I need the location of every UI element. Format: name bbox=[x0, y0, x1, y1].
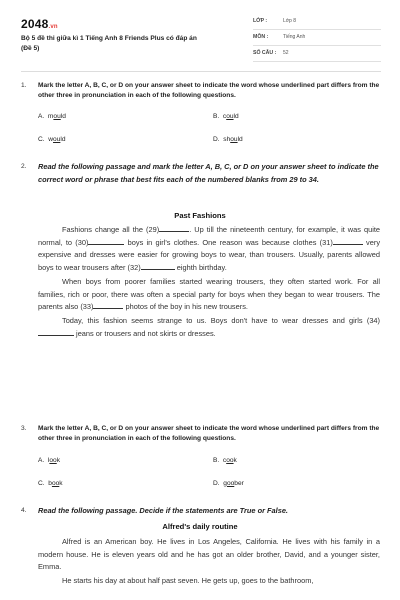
answer-option-c[interactable] bbox=[38, 136, 66, 145]
option-word-start: g bbox=[223, 480, 227, 487]
document-subtitle: (Đề 5) bbox=[21, 45, 40, 52]
meta-info bbox=[253, 14, 381, 62]
option-word-start: sh bbox=[223, 136, 231, 143]
answer-option-a[interactable] bbox=[38, 113, 66, 122]
option-letter: D. bbox=[213, 136, 220, 143]
option-word-end: ber bbox=[234, 480, 244, 487]
option-word-start: m bbox=[47, 113, 54, 120]
logo-text: 2048 bbox=[21, 17, 49, 31]
option-word-start: w bbox=[48, 136, 54, 143]
passage-text: Today, this fashion seems strange to us. Boys don't have to wear dresses and girls (34) bbox=[62, 316, 380, 326]
option-letter: A. bbox=[38, 457, 45, 464]
option-word-end: k bbox=[59, 480, 63, 487]
option-letter: C. bbox=[38, 480, 45, 487]
passage-paragraph: Alfred is an American boy. He lives in Los Angeles, California. He lives with his family in a modern house. He is eleven years old and he has got an older brother, David, and a younger sister, Emma. bbox=[38, 537, 380, 572]
option-underlined-part: ou bbox=[226, 113, 234, 120]
option-underlined-part: ou bbox=[53, 136, 61, 143]
meta-label: LỚP : bbox=[253, 17, 268, 24]
passage-text: Fashions change all the (29) bbox=[62, 225, 160, 234]
passage-paragraph bbox=[38, 276, 380, 314]
document-title: Bộ 5 đề thi giữa kì 1 Tiếng Anh 8 Friends Plus có đáp án bbox=[21, 35, 197, 42]
blank-30 bbox=[88, 239, 124, 245]
option-underlined-part: ou bbox=[230, 136, 238, 143]
option-word-start: b bbox=[48, 480, 52, 487]
question-number: 3. bbox=[21, 425, 27, 432]
question-number: 2. bbox=[21, 163, 27, 170]
answer-option-d[interactable] bbox=[213, 136, 243, 145]
passage-text: boys in girl's clothes. One reason was because clothes (31) bbox=[124, 237, 333, 247]
document-header bbox=[21, 14, 381, 72]
option-word-start: c bbox=[222, 113, 227, 120]
option-word-end: k bbox=[233, 457, 237, 464]
meta-row-class bbox=[253, 14, 381, 30]
question-instruction: Mark the letter A, B, C, or D on your answer sheet to indicate the word whose underlined part differs from the other three in pronunciation in each of the following questions. bbox=[38, 82, 380, 99]
blank-32 bbox=[141, 264, 175, 270]
passage-title: Alfred's daily routine bbox=[162, 522, 238, 531]
question-instruction: Read the following passage. Decide if the statements are True or False. bbox=[38, 506, 288, 515]
passage-text: eighth birthday. bbox=[174, 263, 227, 273]
blank-33 bbox=[93, 303, 123, 309]
passage-text: photos of the boy in his new trousers. bbox=[123, 302, 248, 312]
option-word-end: ld bbox=[60, 113, 66, 120]
option-underlined-part: oo bbox=[226, 480, 235, 487]
reading-passage bbox=[38, 224, 380, 342]
meta-label: SỐ CÂU : bbox=[253, 49, 277, 56]
meta-row-count bbox=[253, 46, 381, 62]
answer-option-b[interactable] bbox=[213, 457, 237, 466]
question-instruction: Read the following passage and mark the letter A, B, C, or D on your answer sheet to indicate the correct word or phrase that best fits each of the numbered blanks from 29 to 34. bbox=[38, 162, 379, 184]
question-number: 1. bbox=[21, 82, 27, 89]
blank-34 bbox=[38, 330, 74, 336]
passage-text: jeans or trousers and not skirts or dresses. bbox=[74, 328, 216, 338]
answer-option-b[interactable] bbox=[213, 113, 239, 122]
option-letter: D. bbox=[213, 480, 220, 487]
option-word-start: l bbox=[47, 457, 50, 464]
reading-passage bbox=[38, 536, 380, 589]
option-word-end: ld bbox=[60, 136, 66, 143]
question-number: 4. bbox=[21, 507, 27, 514]
passage-paragraph: He starts his day at about half past seven. He gets up, goes to the bathroom, bbox=[62, 576, 314, 586]
option-word-end: ld bbox=[233, 113, 239, 120]
site-logo[interactable] bbox=[21, 16, 58, 32]
question-instruction: Mark the letter A, B, C, or D on your answer sheet to indicate the word whose underlined part differs from the other three in pronunciation in each of the following questions. bbox=[38, 425, 380, 442]
blank-29 bbox=[159, 226, 189, 232]
meta-label: MÔN : bbox=[253, 33, 269, 40]
option-underlined-part: ou bbox=[53, 113, 61, 120]
passage-paragraph bbox=[38, 315, 380, 340]
meta-value: Tiếng Anh bbox=[283, 34, 306, 41]
option-word-start: c bbox=[222, 457, 227, 464]
option-letter: A. bbox=[38, 113, 45, 120]
passage-text: When boys from poorer families started wearing trousers, they often started work. For all families, rich or poor, there was often a special party for boys when they began to wear trousers. The parents also (33) bbox=[38, 276, 380, 312]
option-letter: B. bbox=[213, 457, 220, 464]
logo-domain: .vn bbox=[48, 24, 58, 30]
answer-option-a[interactable] bbox=[38, 457, 60, 466]
option-underlined-part: oo bbox=[51, 480, 60, 487]
answer-option-c[interactable] bbox=[38, 480, 63, 489]
meta-value: Lớp 8 bbox=[283, 18, 297, 25]
option-word-end: ld bbox=[237, 136, 243, 143]
meta-value: 52 bbox=[283, 50, 289, 57]
divider bbox=[21, 71, 381, 72]
passage-title: Past Fashions bbox=[174, 211, 226, 220]
passage-text: . Up till the nineteenth century, for example, it was quite normal, to (30) bbox=[38, 225, 381, 247]
option-word-end: k bbox=[56, 457, 61, 464]
answer-option-d[interactable] bbox=[213, 480, 244, 489]
option-letter: B. bbox=[213, 113, 220, 120]
option-underlined-part: oo bbox=[226, 457, 234, 464]
meta-row-subject bbox=[253, 30, 381, 46]
option-underlined-part: oo bbox=[49, 457, 57, 464]
blank-31 bbox=[333, 239, 363, 245]
passage-text: very expensive and dresses were easier for growing boys to wear, than trousers. Usually, parents allowed boys to wear trousers after (32) bbox=[38, 237, 381, 273]
passage-paragraph bbox=[38, 224, 380, 275]
option-letter: C. bbox=[38, 136, 45, 143]
